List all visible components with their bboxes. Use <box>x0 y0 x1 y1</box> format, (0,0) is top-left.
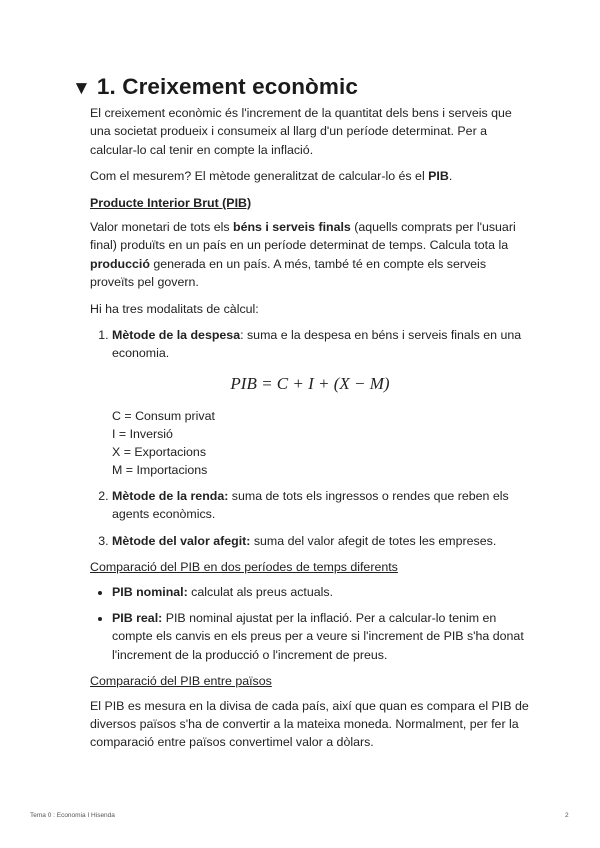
variable-item: C = Consum privat <box>112 408 215 423</box>
method-item: 3. Mètode del valor afegit: suma del valor afegit de totes les empreses. <box>112 532 530 550</box>
method-item: 2. Mètode de la renda: suma de tots els ingressos o rendes que reben els agents econòmics. <box>112 487 530 524</box>
section-content <box>90 104 530 760</box>
measure-paragraph: Com el mesurem? El mètode generalitzat de calcular-lo és el PIB. <box>90 169 453 184</box>
variable-item: I = Inversió <box>112 426 173 441</box>
compare-countries-paragraph: El PIB es mesura en la divisa de cada país, així que quan es compara el PIB de diversos països s'ha de convertir a la mateixa moneda. Normalment, per fer la comparació entre països convertimel valor a dòlars. <box>90 698 529 750</box>
modalities-paragraph: Hi ha tres modalitats de càlcul: <box>90 301 259 316</box>
list-item: • PIB nominal: calculat als preus actuals. <box>112 583 530 601</box>
variable-item: X = Exportacions <box>112 444 207 459</box>
compare-countries-subheading: Comparació del PIB entre països <box>90 674 272 689</box>
section-title: 1. Creixement econòmic <box>96 74 358 99</box>
variable-item: M = Importacions <box>112 462 208 477</box>
footer-title: Tema 0 : Economia I Hisenda <box>30 812 115 819</box>
intro-paragraph: El creixement econòmic és l'increment de la quantitat dels bens i serveis que una societat produeix i consumeix al llarg d'un període determinat. Per a calcular-lo cal tenir en compte la inflació. <box>90 106 512 157</box>
formula-variables <box>112 407 530 479</box>
page-number: 2 <box>565 812 569 819</box>
pib-definition: Valor monetari de tots els béns i serveis finals (aquells comprats per l'usuari final) produïts en un país en un període determinat de temps. Calcula tota la producció generada en un país. A més, també té en compte els serveis proveïts pel govern. <box>90 220 516 290</box>
compare-time-subheading: Comparació del PIB en dos períodes de temps diferents <box>90 560 398 575</box>
pib-formula: PIB = C + I + (X − M) <box>230 373 390 393</box>
pib-subheading: Producte Interior Brut (PIB) <box>90 195 252 210</box>
collapse-toggle-icon[interactable]: ▼ <box>72 78 91 99</box>
method-item: 1. Mètode de la despesa: suma e la despesa en béns i serveis finals en una economia. PIB = C + I + (X − M) C = Consum privat I = Inversió X = Exportacions M = Importacions <box>112 326 530 479</box>
methods-list <box>90 326 530 550</box>
section-heading[interactable] <box>72 72 358 104</box>
compare-time-list <box>90 583 530 665</box>
list-item: • PIB real: PIB nominal ajustat per la inflació. Per a calcular-lo tenim en compte els canvis en els preus per a veure si l'increment de PIB s'ha donat l'increment de la producció o l'increment de preus. <box>112 609 530 664</box>
